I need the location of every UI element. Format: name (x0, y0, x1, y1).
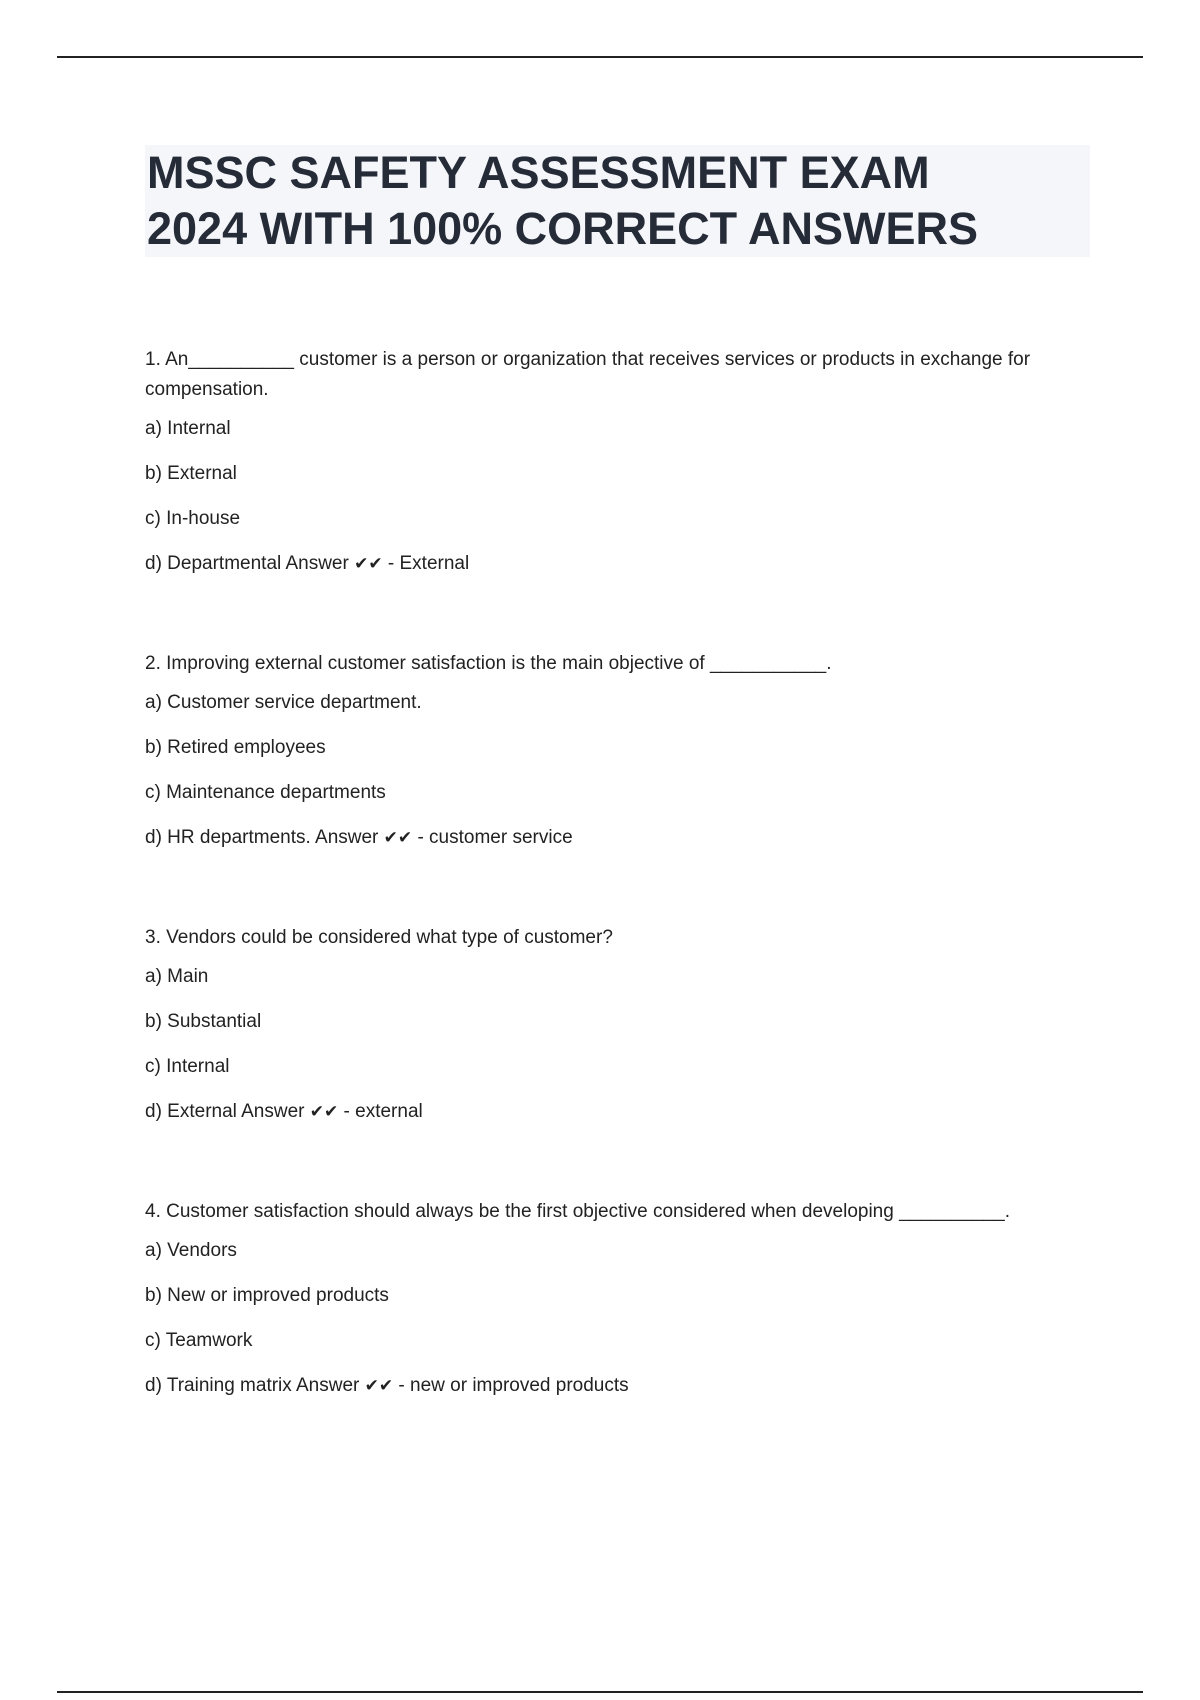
option-a: a) Main (145, 966, 209, 987)
double-check-icon: ✔✔ (309, 1102, 339, 1122)
option-d-with-answer (145, 826, 1085, 850)
question-text: 3. Vendors could be considered what type of customer? (145, 927, 613, 948)
double-check-icon: ✔✔ (354, 554, 383, 574)
option-c: c) In-house (145, 508, 241, 529)
double-check-icon: ✔✔ (383, 828, 413, 848)
question-4 (145, 1197, 1085, 1398)
question-2 (145, 649, 1085, 850)
answer-text: - new or improved products (398, 1375, 629, 1396)
option-c: c) Teamwork (145, 1330, 253, 1351)
answer-text: - customer service (417, 827, 573, 848)
double-check-icon: ✔✔ (364, 1376, 394, 1396)
header-rule (57, 56, 1143, 58)
option-c: c) Internal (145, 1056, 230, 1077)
option-b: b) New or improved products (145, 1285, 389, 1306)
option-a: a) Customer service department. (145, 692, 422, 713)
option-c: c) Maintenance departments (145, 782, 386, 803)
answer-text: - External (387, 553, 470, 574)
option-d: d) HR departments. Answer (145, 827, 379, 848)
footer-rule (57, 1691, 1143, 1693)
question-text: 2. Improving external customer satisfaction is the main objective of ___________. (145, 653, 832, 674)
question-text: 1. An__________ customer is a person or organization that receives services or products in exchange for compensation. (145, 349, 1031, 400)
answer-text: - external (343, 1101, 423, 1122)
question-3 (145, 923, 1085, 1124)
option-b: b) External (145, 463, 237, 484)
option-b: b) Retired employees (145, 737, 326, 758)
option-d: d) Training matrix Answer (145, 1375, 360, 1396)
question-text: 4. Customer satisfaction should always be the first objective considered when developing __________. (145, 1201, 1011, 1222)
option-a: a) Vendors (145, 1240, 237, 1261)
option-b: b) Substantial (145, 1011, 262, 1032)
question-1 (145, 345, 1085, 576)
title-line-2: 2024 WITH 100% CORRECT ANSWERS (147, 203, 979, 254)
option-d: d) Departmental Answer (145, 553, 349, 574)
option-d-with-answer (145, 552, 1085, 576)
title-line-1: MSSC SAFETY ASSESSMENT EXAM (147, 147, 930, 198)
option-a: a) Internal (145, 418, 231, 439)
option-d-with-answer (145, 1374, 1085, 1398)
question-list (145, 345, 1085, 1471)
document-title (145, 145, 1090, 257)
option-d: d) External Answer (145, 1101, 305, 1122)
option-d-with-answer (145, 1100, 1085, 1124)
